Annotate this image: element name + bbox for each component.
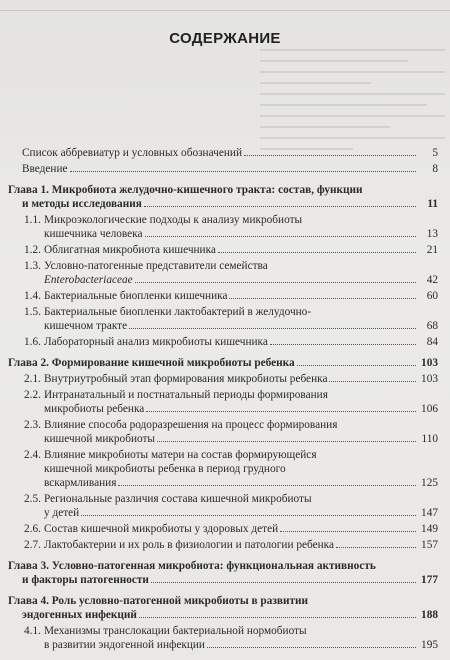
toc-entry-text: кишечной микробиоты	[44, 433, 156, 445]
toc-page-number: 188	[421, 609, 438, 621]
toc-entry-text: Влияние способа родоразрешения на процесс формирования	[44, 419, 338, 431]
toc-page-number: 149	[421, 523, 438, 535]
dot-leader	[244, 155, 416, 156]
toc-page-number: 125	[421, 477, 438, 489]
toc-entry[interactable]	[0, 146, 450, 160]
dot-leader	[145, 236, 417, 237]
page-title: СОДЕРЖАНИЕ	[169, 30, 281, 47]
toc-entry-text: эндогенных инфекций	[22, 609, 137, 621]
toc-page-number: 60	[426, 290, 438, 302]
toc-entry-text: Лактобактерии и их роль в физиологии и патологии ребенка	[44, 539, 334, 551]
toc-entry-number: 1.4.	[24, 290, 41, 302]
toc-entry-number: 1.2.	[24, 244, 41, 256]
toc-chapter[interactable]	[0, 594, 450, 622]
toc-entry[interactable]	[0, 162, 450, 176]
dot-leader	[146, 411, 416, 412]
toc-entry-text: Условно-патогенные представители семейства	[44, 260, 268, 272]
toc-entry-text: Список аббревиатур и условных обозначений	[22, 147, 242, 159]
toc-entry-text: и факторы патогенности	[22, 574, 149, 586]
toc-entry[interactable]	[0, 243, 450, 257]
toc-page-number: 103	[421, 373, 438, 385]
toc-entry-number: 2.6.	[24, 523, 41, 535]
dot-leader	[207, 647, 416, 648]
toc-entry[interactable]	[0, 305, 450, 333]
page-top-edge	[0, 10, 450, 11]
toc-entry-number: 1.1.	[24, 214, 41, 226]
toc-entry-text: Глава 1. Микробиота желудочно-кишечного тракта: состав, функции	[8, 184, 363, 196]
toc-entry-text: Бактериальные биопленки лактобактерий в желудочно-	[44, 306, 312, 318]
toc-entry-text: Глава 3. Условно-патогенная микробиота: функциональная активность	[8, 560, 376, 572]
toc-entry-text: Enterobacteriaceae	[44, 274, 133, 286]
toc-entry[interactable]	[0, 448, 450, 490]
toc-page-number: 21	[426, 244, 438, 256]
dot-leader	[81, 515, 416, 516]
table-of-contents	[0, 146, 450, 652]
dot-leader	[297, 365, 416, 366]
toc-entry-text: вскармливания	[44, 477, 117, 489]
toc-page-number: 84	[426, 336, 438, 348]
toc-page-number: 110	[421, 433, 438, 445]
toc-entry-text: кишечной микробиоты ребенка в период грудного	[44, 463, 286, 475]
toc-page-number: 147	[421, 507, 438, 519]
dot-leader	[139, 617, 416, 618]
dot-leader	[229, 298, 416, 299]
dot-leader	[129, 328, 416, 329]
dot-leader	[218, 252, 416, 253]
toc-page-number: 177	[421, 574, 438, 586]
toc-entry-text: Состав кишечной микробиоты у здоровых детей	[44, 523, 279, 535]
toc-entry-text: Лабораторный анализ микробиоты кишечника	[44, 336, 268, 348]
toc-page-number: 103	[421, 357, 438, 369]
toc-entry-text: у детей	[44, 507, 80, 519]
toc-entry-text: и методы исследования	[22, 198, 142, 210]
dot-leader	[270, 344, 416, 345]
toc-entry[interactable]	[0, 259, 450, 287]
toc-entry-text: Облигатная микробиота кишечника	[44, 244, 216, 256]
dot-leader	[329, 381, 416, 382]
dot-leader	[118, 485, 416, 486]
toc-entry-number: 2.5.	[24, 493, 41, 505]
toc-entry-number: 1.3.	[24, 260, 41, 272]
toc-entry-text: Глава 4. Роль условно-патогенной микробиоты в развитии	[8, 595, 309, 607]
toc-page-number: 195	[421, 639, 438, 651]
toc-entry[interactable]	[0, 289, 450, 303]
toc-entry[interactable]	[0, 624, 450, 652]
toc-page-number: 8	[432, 163, 438, 175]
dot-leader	[135, 282, 416, 283]
toc-entry[interactable]	[0, 522, 450, 536]
toc-entry-text: Внутриутробный этап формирования микробиоты ребенка	[44, 373, 328, 385]
toc-page-number: 42	[426, 274, 438, 286]
dot-leader	[144, 206, 416, 207]
toc-entry-number: 2.2.	[24, 389, 41, 401]
toc-page-number: 157	[421, 539, 438, 551]
toc-entry-text: Механизмы транслокации бактериальной нормобиоты	[44, 625, 307, 637]
toc-entry-text: в развитии эндогенной инфекции	[44, 639, 205, 651]
toc-chapter[interactable]	[0, 559, 450, 587]
toc-entry[interactable]	[0, 213, 450, 241]
toc-entry-text: Региональные различия состава кишечной микробиоты	[44, 493, 312, 505]
toc-entry-number: 2.7.	[24, 539, 41, 551]
dot-leader	[157, 441, 416, 442]
toc-entry-number: 2.3.	[24, 419, 41, 431]
dot-leader	[336, 547, 416, 548]
toc-page-number: 106	[421, 403, 438, 415]
toc-entry[interactable]	[0, 388, 450, 416]
toc-chapter[interactable]	[0, 356, 450, 370]
toc-entry-text: кишечника человека	[44, 228, 143, 240]
toc-entry-text: Введение	[22, 163, 68, 175]
toc-page-number: 68	[426, 320, 438, 332]
toc-entry-text: Влияние микробиоты матери на состав формирующейся	[44, 449, 317, 461]
toc-entry-text: Интранатальный и постнатальный периоды формирования	[44, 389, 328, 401]
dot-leader	[70, 171, 416, 172]
toc-entry-number: 1.6.	[24, 336, 41, 348]
toc-entry-number: 4.1.	[24, 625, 41, 637]
dot-leader	[280, 531, 416, 532]
toc-entry[interactable]	[0, 372, 450, 386]
toc-entry-text: Бактериальные биопленки кишечника	[44, 290, 228, 302]
toc-entry-text: микробиоты ребенка	[44, 403, 145, 415]
toc-entry[interactable]	[0, 335, 450, 349]
toc-entry[interactable]	[0, 418, 450, 446]
toc-entry-number: 2.4.	[24, 449, 41, 461]
toc-entry[interactable]	[0, 538, 450, 552]
toc-entry-number: 1.5.	[24, 306, 41, 318]
toc-page-number: 11	[427, 198, 438, 210]
toc-chapter[interactable]	[0, 183, 450, 211]
toc-page-number: 5	[432, 147, 438, 159]
toc-entry-text: кишечном тракте	[44, 320, 128, 332]
toc-page-number: 13	[426, 228, 438, 240]
toc-entry-text: Микроэкологические подходы к анализу микробиоты	[44, 214, 303, 226]
toc-entry-text: Глава 2. Формирование кишечной микробиоты ребенка	[8, 357, 295, 369]
toc-entry-number: 2.1.	[24, 373, 41, 385]
toc-entry[interactable]	[0, 492, 450, 520]
dot-leader	[151, 582, 416, 583]
